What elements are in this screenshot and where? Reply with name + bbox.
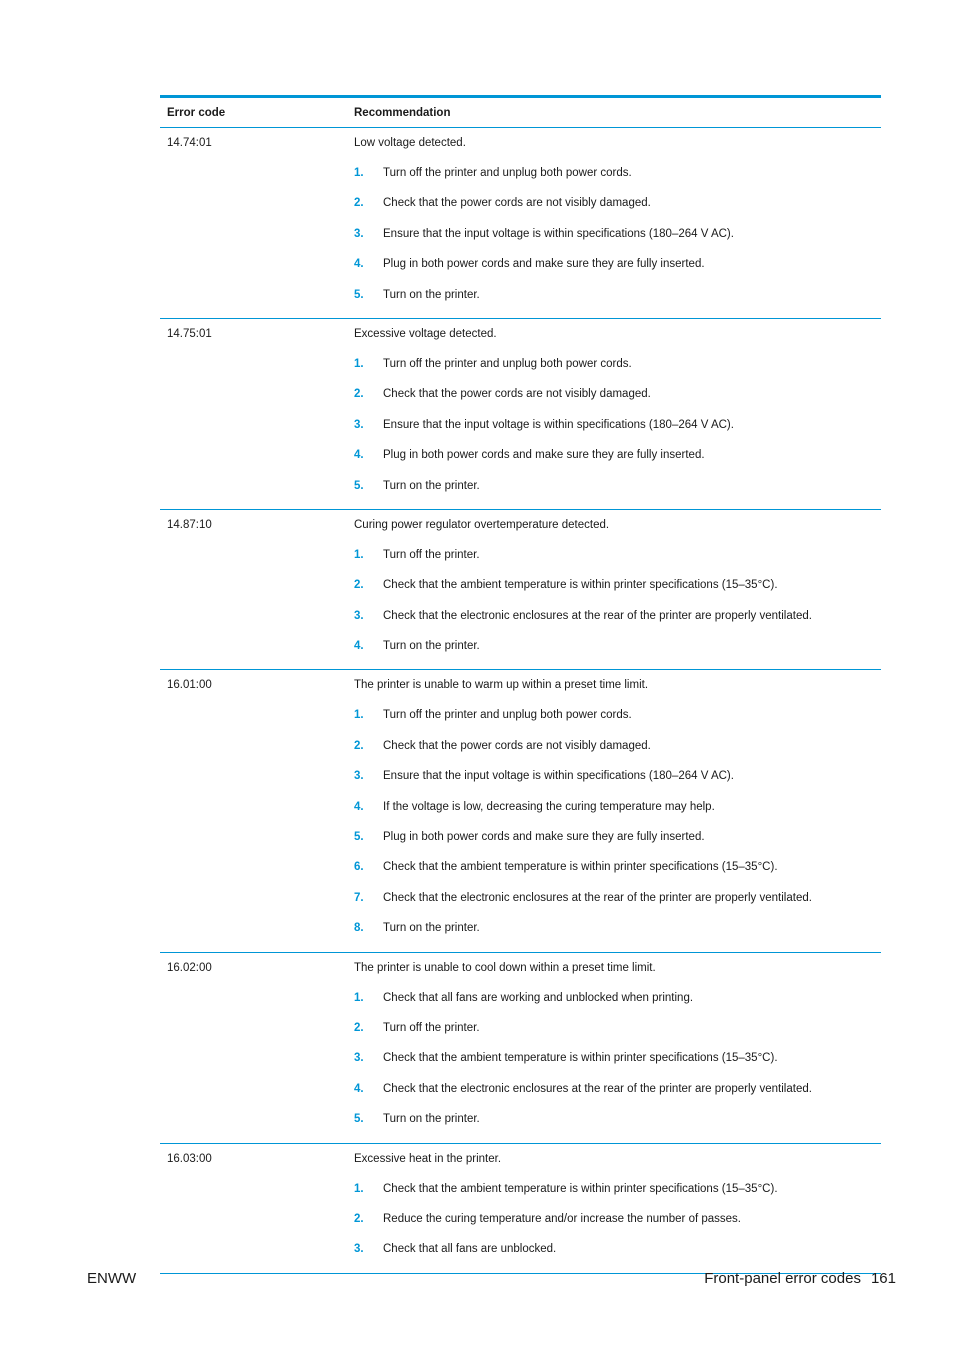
step-number: 5. bbox=[354, 1113, 364, 1126]
table-row bbox=[160, 128, 881, 319]
step-text: Check that the electronic enclosures at the rear of the printer are properly ventilated. bbox=[383, 1082, 812, 1095]
step-number: 1. bbox=[354, 357, 364, 370]
error-description: The printer is unable to warm up within a preset time limit. bbox=[354, 679, 649, 692]
step-text: Plug in both power cords and make sure they are fully inserted. bbox=[383, 449, 705, 462]
step-text: Turn on the printer. bbox=[383, 288, 480, 301]
step-item bbox=[354, 547, 881, 577]
step-item bbox=[354, 829, 881, 859]
step-item bbox=[354, 447, 881, 477]
table-header-row bbox=[160, 97, 881, 128]
step-item bbox=[354, 1081, 881, 1111]
step-item bbox=[354, 577, 881, 607]
step-text: Turn on the printer. bbox=[383, 479, 480, 492]
error-code-cell: 16.03:00 bbox=[167, 1152, 212, 1165]
step-item bbox=[354, 356, 881, 386]
step-item bbox=[354, 1050, 881, 1080]
table-row bbox=[160, 670, 881, 952]
error-description: Low voltage detected. bbox=[354, 137, 466, 149]
step-number: 4. bbox=[354, 449, 364, 462]
recommendation-cell bbox=[347, 128, 881, 319]
step-text: Check that the power cords are not visibly damaged. bbox=[383, 739, 651, 752]
step-item bbox=[354, 478, 881, 508]
error-code-cell: 14.75:01 bbox=[167, 327, 212, 340]
step-number: 2. bbox=[354, 388, 364, 401]
step-text: Turn off the printer and unplug both power cords. bbox=[383, 357, 632, 370]
error-description: Excessive voltage detected. bbox=[354, 327, 497, 340]
step-number: 1. bbox=[354, 991, 364, 1004]
step-text: Turn off the printer and unplug both power cords. bbox=[383, 167, 632, 179]
table-row bbox=[160, 952, 881, 1143]
page-number: 161 bbox=[870, 1270, 896, 1287]
step-item bbox=[354, 256, 881, 286]
error-description: The printer is unable to cool down within a preset time limit. bbox=[354, 961, 656, 974]
step-number: 5. bbox=[354, 479, 364, 492]
step-item bbox=[354, 859, 881, 889]
step-number: 5. bbox=[354, 288, 364, 301]
step-number: 1. bbox=[354, 167, 364, 179]
step-number: 6. bbox=[354, 861, 364, 874]
step-text: If the voltage is low, decreasing the curing temperature may help. bbox=[383, 800, 715, 813]
step-item bbox=[354, 738, 881, 768]
step-number: 3. bbox=[354, 1052, 364, 1065]
step-item bbox=[354, 1211, 881, 1241]
step-item bbox=[354, 768, 881, 798]
step-text: Plug in both power cords and make sure they are fully inserted. bbox=[383, 258, 705, 271]
step-text: Plug in both power cords and make sure they are fully inserted. bbox=[383, 831, 705, 844]
error-description: Excessive heat in the printer. bbox=[354, 1152, 502, 1165]
step-item bbox=[354, 195, 881, 225]
step-text: Turn on the printer. bbox=[383, 640, 480, 653]
step-text: Turn off the printer and unplug both power cords. bbox=[383, 709, 632, 722]
recommendation-cell bbox=[347, 509, 881, 670]
steps-list bbox=[354, 165, 881, 318]
step-number: 3. bbox=[354, 770, 364, 783]
step-text: Turn off the printer. bbox=[383, 548, 480, 561]
step-text: Turn on the printer. bbox=[383, 1113, 480, 1126]
step-item bbox=[354, 287, 881, 317]
step-text: Reduce the curing temperature and/or increase the number of passes. bbox=[383, 1212, 741, 1225]
steps-list bbox=[354, 356, 881, 509]
step-item bbox=[354, 1111, 881, 1141]
step-text: Check that the power cords are not visibly damaged. bbox=[383, 388, 651, 401]
step-item bbox=[354, 417, 881, 447]
step-item bbox=[354, 165, 881, 195]
steps-list bbox=[354, 990, 881, 1143]
step-number: 3. bbox=[354, 227, 364, 240]
error-codes-table bbox=[160, 95, 881, 1274]
recommendation-cell bbox=[347, 1143, 881, 1273]
recommendation-cell bbox=[347, 952, 881, 1143]
step-number: 2. bbox=[354, 579, 364, 592]
step-number: 7. bbox=[354, 891, 364, 904]
step-number: 2. bbox=[354, 1021, 364, 1034]
step-text: Check that the ambient temperature is within printer specifications (15–35°C). bbox=[383, 1182, 778, 1195]
step-item bbox=[354, 890, 881, 920]
step-item bbox=[354, 1020, 881, 1050]
steps-list bbox=[354, 707, 881, 951]
step-number: 8. bbox=[354, 922, 364, 935]
step-text: Check that all fans are unblocked. bbox=[383, 1243, 557, 1256]
step-text: Check that the ambient temperature is within printer specifications (15–35°C). bbox=[383, 1052, 778, 1065]
step-text: Check that the electronic enclosures at the rear of the printer are properly ventilated. bbox=[383, 609, 812, 622]
footer-right bbox=[704, 1270, 896, 1287]
step-item bbox=[354, 1241, 881, 1271]
step-text: Check that the electronic enclosures at the rear of the printer are properly ventilated. bbox=[383, 891, 812, 904]
header-recommendation: Recommendation bbox=[347, 97, 881, 128]
step-text: Check that all fans are working and unblocked when printing. bbox=[383, 991, 694, 1004]
step-item bbox=[354, 608, 881, 638]
step-item bbox=[354, 638, 881, 668]
error-code-cell: 16.01:00 bbox=[167, 679, 212, 692]
steps-list bbox=[354, 547, 881, 670]
step-number: 1. bbox=[354, 709, 364, 722]
step-item bbox=[354, 799, 881, 829]
error-code-cell: 14.87:10 bbox=[167, 518, 212, 531]
step-item bbox=[354, 1181, 881, 1211]
step-text: Check that the ambient temperature is within printer specifications (15–35°C). bbox=[383, 579, 778, 592]
step-number: 4. bbox=[354, 800, 364, 813]
step-number: 4. bbox=[354, 1082, 364, 1095]
step-text: Ensure that the input voltage is within specifications (180–264 V AC). bbox=[383, 418, 734, 431]
step-item bbox=[354, 990, 881, 1020]
step-item bbox=[354, 226, 881, 256]
error-code-cell: 16.02:00 bbox=[167, 961, 212, 974]
footer-left-label: ENWW bbox=[87, 1270, 137, 1287]
step-item bbox=[354, 707, 881, 737]
step-number: 3. bbox=[354, 1243, 364, 1256]
step-number: 1. bbox=[354, 1182, 364, 1195]
header-error-code: Error code bbox=[160, 97, 347, 128]
step-item bbox=[354, 386, 881, 416]
step-text: Check that the power cords are not visibly damaged. bbox=[383, 197, 651, 210]
table-row bbox=[160, 318, 881, 509]
steps-list bbox=[354, 1181, 881, 1273]
step-text: Ensure that the input voltage is within specifications (180–264 V AC). bbox=[383, 227, 734, 240]
table-row bbox=[160, 509, 881, 670]
step-number: 2. bbox=[354, 197, 364, 210]
step-number: 5. bbox=[354, 831, 364, 844]
step-text: Turn on the printer. bbox=[383, 922, 480, 935]
step-number: 3. bbox=[354, 609, 364, 622]
step-text: Check that the ambient temperature is within printer specifications (15–35°C). bbox=[383, 861, 778, 874]
table-row bbox=[160, 1143, 881, 1273]
recommendation-cell bbox=[347, 318, 881, 509]
step-number: 3. bbox=[354, 418, 364, 431]
step-item bbox=[354, 920, 881, 950]
error-code-cell: 14.74:01 bbox=[167, 137, 212, 149]
step-number: 4. bbox=[354, 258, 364, 271]
step-number: 2. bbox=[354, 739, 364, 752]
recommendation-cell bbox=[347, 670, 881, 952]
step-number: 2. bbox=[354, 1212, 364, 1225]
footer-section-title: Front-panel error codes bbox=[704, 1270, 861, 1287]
table-body bbox=[160, 128, 881, 1274]
error-description: Curing power regulator overtemperature detected. bbox=[354, 518, 610, 531]
step-number: 1. bbox=[354, 548, 364, 561]
step-text: Turn off the printer. bbox=[383, 1021, 480, 1034]
step-number: 4. bbox=[354, 640, 364, 653]
step-text: Ensure that the input voltage is within specifications (180–264 V AC). bbox=[383, 770, 734, 783]
